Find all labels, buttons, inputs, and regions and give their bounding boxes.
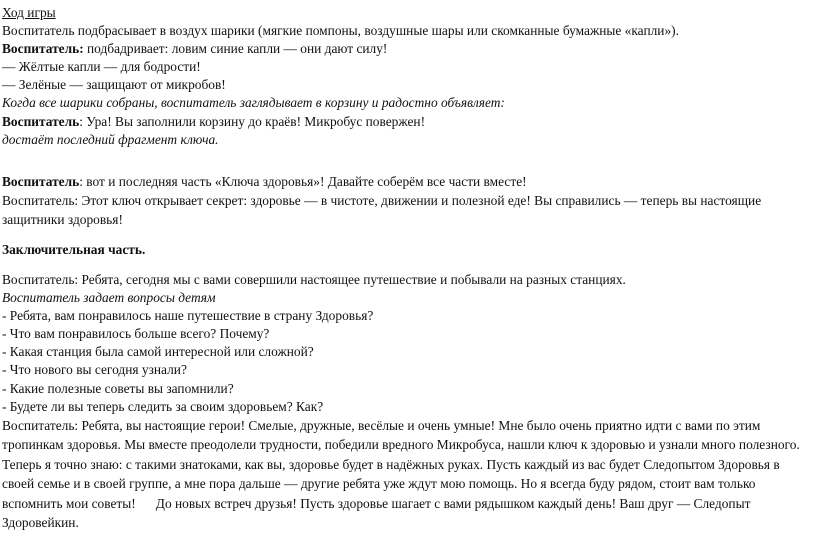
text-line-4: — Зелёные — защищают от микробов! <box>2 77 226 93</box>
speaker-label: Воспитатель <box>2 113 80 129</box>
question-item: - Какие полезные советы вы запомнили? <box>2 380 234 396</box>
speaker-label: Воспитатель <box>2 173 80 189</box>
question-item: - Будете ли вы теперь следить за своим здоровьем? Как? <box>2 398 324 414</box>
text-line-10: Воспитатель: Ребята, сегодня мы с вами совершили настоящее путешествие и побывали на разных станциях. <box>2 271 626 287</box>
text-line-3: — Жёлтые капли — для бодрости! <box>2 59 201 75</box>
question-item: - Ребята, вам понравилось наше путешествие в страну Здоровья? <box>2 308 374 324</box>
question-item: - Что нового вы сегодня узнали? <box>2 362 187 378</box>
stage-direction-3: Воспитатель задает вопросы детям <box>2 290 216 306</box>
speaker-label: Воспитатель: <box>2 41 84 57</box>
text-line-6 <box>2 113 814 131</box>
text-line-8 <box>2 173 814 191</box>
spacer <box>2 259 814 271</box>
heading-final: Заключительная часть. <box>2 241 146 257</box>
question-item: - Что вам понравилось больше всего? Почему? <box>2 326 270 342</box>
speaker-text: : Ура! Вы заполнили корзину до краёв! Микробус повержен! <box>79 113 426 129</box>
stage-direction-2: достаёт последний фрагмент ключа. <box>2 131 219 147</box>
text-para-9: Воспитатель: Этот ключ открывает секрет: здоровье — в чистоте, движении и полезной еде! Вы справились — теперь вы настоящие защитники здоровья! <box>2 192 762 227</box>
question-item: - Какая станция была самой интересной или сложной? <box>2 344 314 360</box>
stage-direction-1: Когда все шарики собраны, воспитатель заглядывает в корзину и радостно объявляет: <box>2 95 505 111</box>
speaker-text: : вот и последняя часть «Ключа здоровья»! Давайте соберём все части вместе! <box>79 173 527 189</box>
heading-game: Ход игры <box>2 5 56 20</box>
spacer <box>2 229 814 241</box>
final-paragraph: Воспитатель: Ребята, вы настоящие герои! Смелые, дружные, весёлые и очень умные! Мне было очень приятно идти с вами по этим тропинкам здоровья. Мы вместе преодолели трудности, победили вредного Микробуса, нашли ключ к здоровью и узнали много полезного. Теперь я точно знаю: с такими знатоками, как вы, здоровье будет в надёжных руках. Пусть каждый из вас будет Следопытом Здоровья в своей семье и в своей группе, а мне пора дальше — другие ребята уже ждут мою помощь. Но я всегда буду рядом, стоит вам только вспомнить мои советы! До новых встреч друзья! Пусть здоровье шагает с вами рядышком каждый день! Ваш друг — Следопыт Здоровейкин. <box>2 417 804 531</box>
spacer <box>2 149 814 167</box>
question-list <box>2 307 814 416</box>
text-line-1: Воспитатель подбрасывает в воздух шарики (мягкие помпоны, воздушные шары или скомканные бумажные «капли»). <box>2 23 679 39</box>
speaker-text: подбадривает: ловим синие капли — они дают силу! <box>83 41 388 57</box>
text-line-2 <box>2 40 814 58</box>
